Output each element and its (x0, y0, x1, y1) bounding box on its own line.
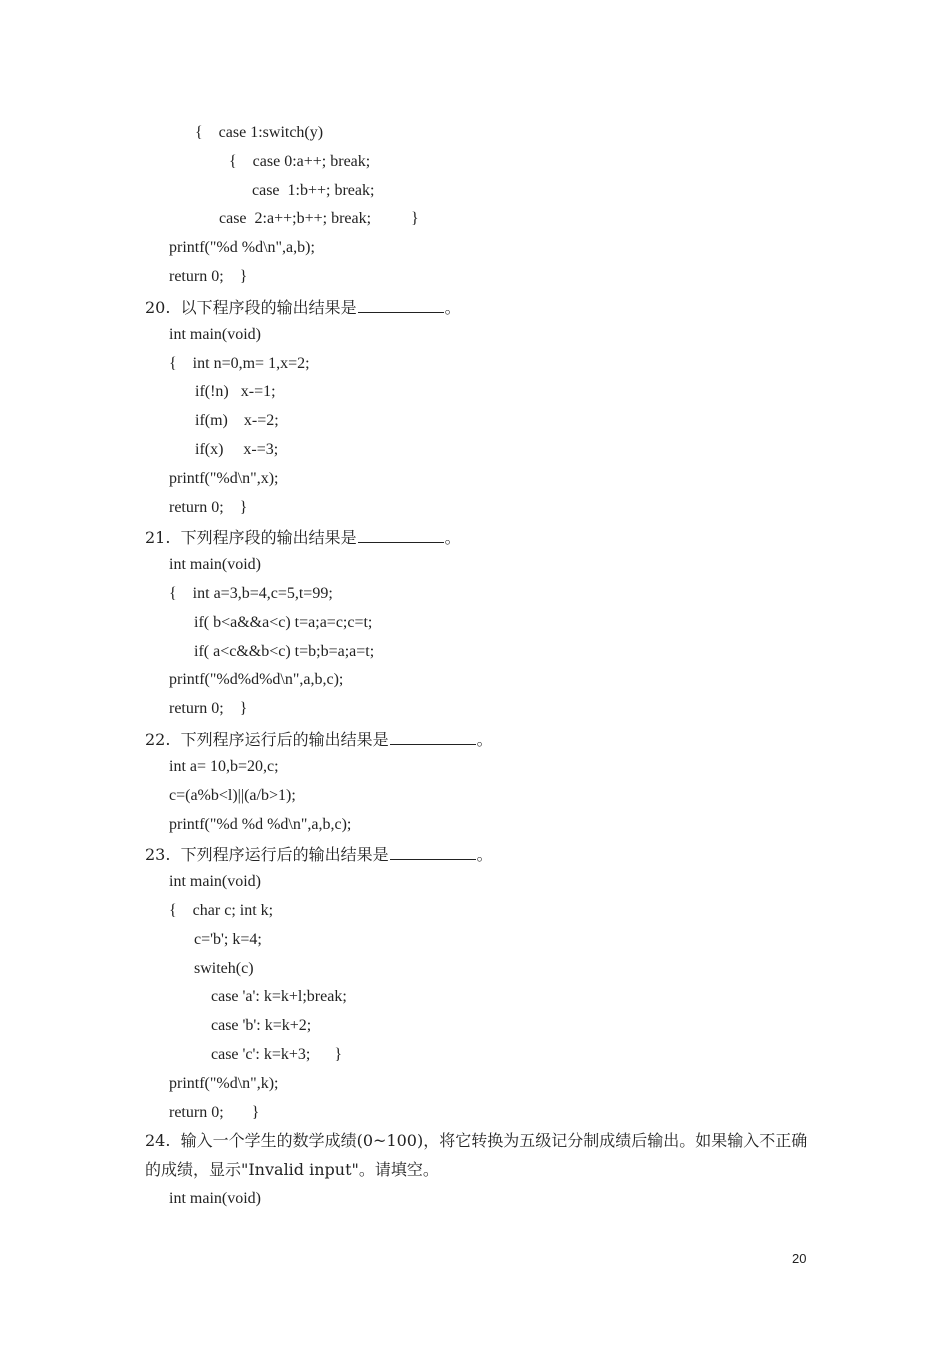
code-line: if( a<c&&b<c) t=b;b=a;a=t; (194, 643, 375, 660)
code-line: if(!n) x-=1; (195, 383, 276, 400)
code-line: c='b'; k=4; (194, 931, 262, 948)
page-number: 20 (792, 1251, 807, 1266)
code-line: printf("%d\n",k); (169, 1075, 279, 1092)
code-line: c=(a%b<l)||(a/b>1); (169, 787, 296, 804)
question-22 (145, 728, 493, 750)
code-line: int main(void) (169, 326, 261, 343)
question-21 (145, 526, 461, 548)
code-line: case 2:a++;b++; break; } (219, 210, 419, 227)
question-23 (145, 843, 493, 865)
question-20 (145, 296, 461, 318)
code-line: int main(void) (169, 873, 261, 890)
code-line: return 0; } (169, 1104, 260, 1121)
code-line: { case 1:switch(y) (195, 124, 324, 141)
code-line: int a= 10,b=20,c; (169, 758, 279, 775)
answer-blank (390, 843, 476, 860)
code-line: return 0; } (169, 499, 248, 516)
code-line: int main(void) (169, 1190, 261, 1207)
code-line: if(m) x-=2; (195, 412, 279, 429)
question-21-text: 21. 下列程序段的输出结果是 (145, 528, 357, 547)
code-line: printf("%d %d\n",a,b); (169, 239, 315, 256)
question-22-end: 。 (476, 730, 493, 749)
answer-blank (358, 296, 444, 313)
code-line: { case 0:a++; break; (229, 153, 371, 170)
question-20-end: 。 (444, 298, 461, 317)
answer-blank (358, 526, 444, 543)
code-line: printf("%d%d%d\n",a,b,c); (169, 671, 344, 688)
question-23-text: 23. 下列程序运行后的输出结果是 (145, 845, 389, 864)
answer-blank (390, 728, 476, 745)
code-line: if(x) x-=3; (195, 441, 279, 458)
code-line: switeh(c) (194, 960, 254, 977)
code-line: case 'c': k=k+3; } (211, 1046, 343, 1063)
code-line: case 'a': k=k+l;break; (211, 988, 347, 1005)
question-22-text: 22. 下列程序运行后的输出结果是 (145, 730, 389, 749)
code-line: case 'b': k=k+2; (211, 1017, 312, 1034)
code-line: if( b<a&&a<c) t=a;a=c;c=t; (194, 614, 373, 631)
question-24-continued: 的成绩，显示"Invalid input"。请填空。 (145, 1160, 439, 1179)
code-line: int main(void) (169, 556, 261, 573)
question-24: 24. 输入一个学生的数学成绩(0~100)，将它转换为五级记分制成绩后输出。如果输入不正确 (145, 1131, 808, 1150)
code-line: printf("%d\n",x); (169, 470, 279, 487)
question-23-end: 。 (476, 845, 493, 864)
code-line: return 0; } (169, 700, 248, 717)
question-20-text: 20. 以下程序段的输出结果是 (145, 298, 357, 317)
code-line: printf("%d %d %d\n",a,b,c); (169, 816, 352, 833)
code-line: { int a=3,b=4,c=5,t=99; (169, 585, 333, 602)
code-line: return 0; } (169, 268, 248, 285)
code-line: { int n=0,m= 1,x=2; (169, 355, 310, 372)
code-line: { char c; int k; (169, 902, 274, 919)
code-line: case 1:b++; break; (252, 182, 375, 199)
question-21-end: 。 (444, 528, 461, 547)
